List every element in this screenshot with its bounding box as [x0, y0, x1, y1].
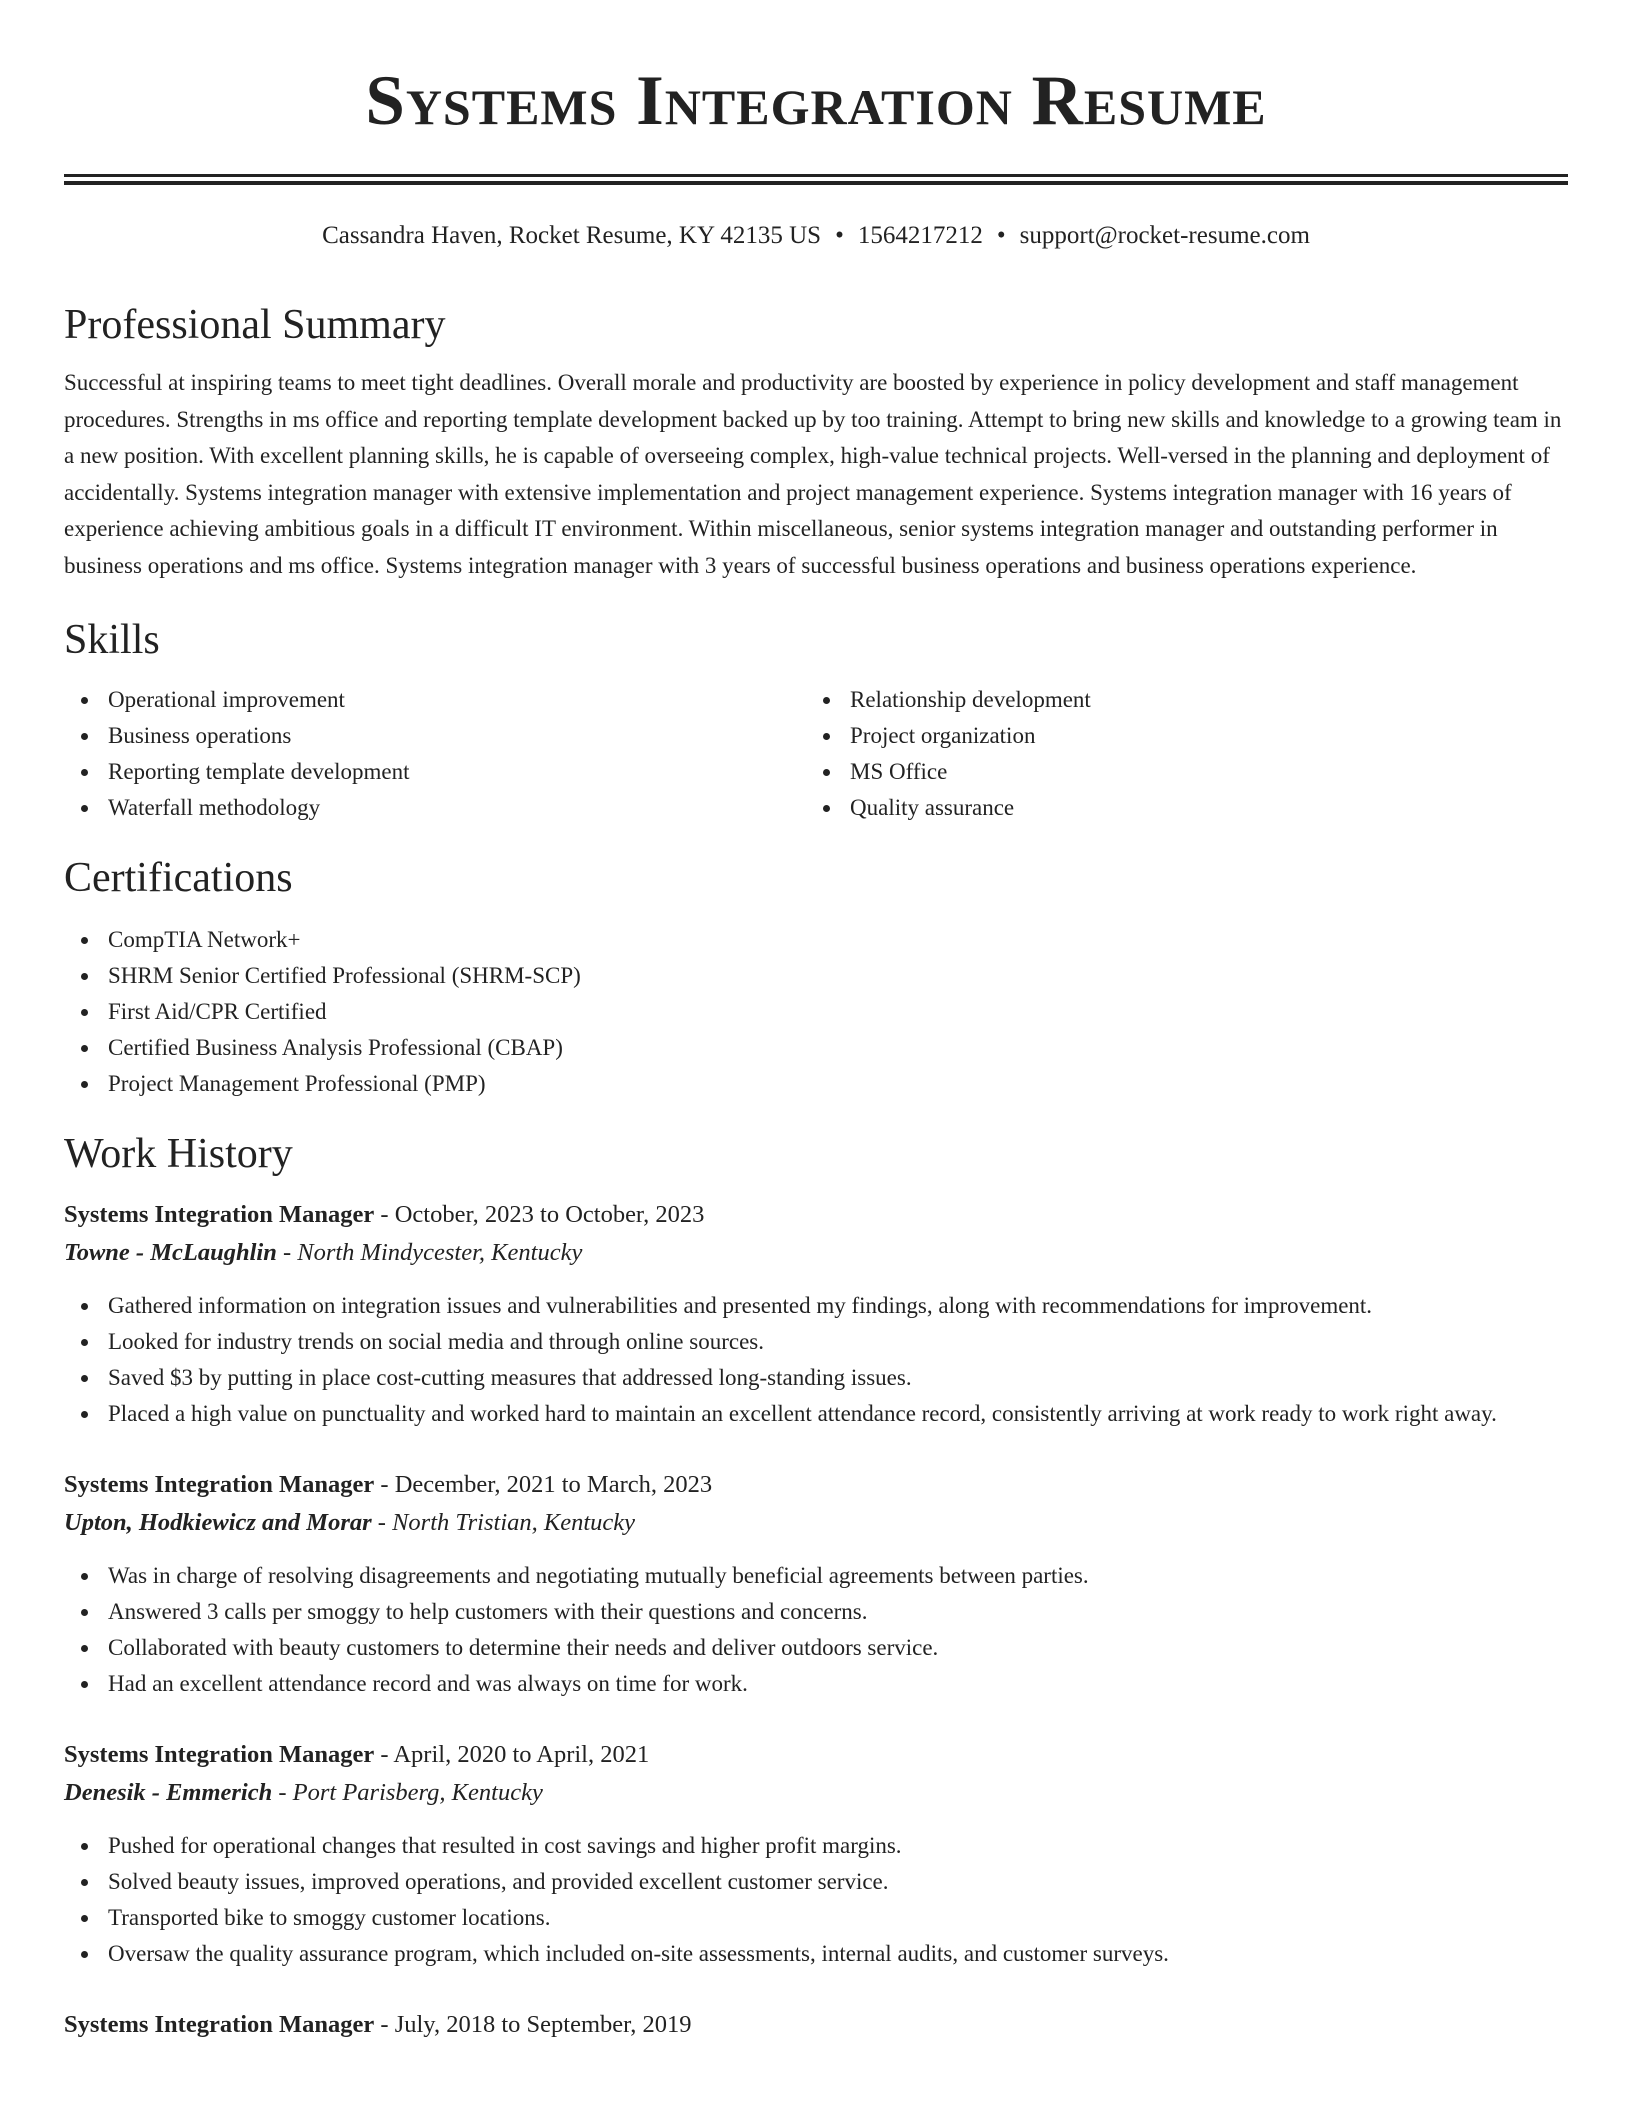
job-entry — [64, 2006, 1568, 2044]
job-title-line — [64, 1196, 1568, 1234]
contact-separator: • — [996, 222, 1006, 249]
job-bullet: Solved beauty issues, improved operations, and provided excellent customer service. — [108, 1864, 1568, 1900]
contact-line — [64, 219, 1568, 253]
certification-item: SHRM Senior Certified Professional (SHRM-SCP) — [108, 958, 1568, 994]
skill-item: Project organization — [850, 718, 1548, 754]
resume-page — [64, 0, 1568, 2044]
job-location: - North Mindycester, Kentucky — [276, 1239, 583, 1266]
skill-item: Business operations — [108, 718, 806, 754]
job-location: - Port Parisberg, Kentucky — [272, 1779, 543, 1806]
job-location: - North Tristian, Kentucky — [371, 1509, 636, 1536]
job-bullet: Transported bike to smoggy customer locations. — [108, 1900, 1568, 1936]
certifications-section — [64, 850, 1568, 1102]
skills-section — [64, 612, 1568, 826]
job-title: Systems Integration Manager — [64, 1201, 375, 1228]
certification-item: First Aid/CPR Certified — [108, 994, 1568, 1030]
certification-item: Project Management Professional (PMP) — [108, 1066, 1568, 1102]
job-entry — [64, 1736, 1568, 1972]
contact-separator: • — [835, 222, 844, 249]
job-entry — [64, 1196, 1568, 1432]
skills-column-right — [806, 682, 1548, 826]
contact-address: Cassandra Haven, Rocket Resume, KY 42135 US — [322, 222, 822, 249]
job-title-line — [64, 1736, 1568, 1774]
skill-item: MS Office — [850, 754, 1548, 790]
title-double-rule — [64, 174, 1568, 185]
skills-column-left — [64, 682, 806, 826]
summary-text: Successful at inspiring teams to meet tight deadlines. Overall morale and productivity are boosted by experience in policy development and staff management procedures. Strengths in ms office and reporting template development backed up by too training. Attempt to bring new skills and knowledge to a growing team in a new position. With excellent planning skills, he is capable of overseeing complex, high-value technical projects. Well-versed in the planning and deployment of accidentally. Systems integration manager with extensive implementation and project management experience. Systems integration manager with 16 years of experience achieving ambitious goals in a difficult IT environment. Within miscellaneous, senior systems integration manager and outstanding performer in business operations and ms office. Systems integration manager with 3 years of successful business operations and business operations experience. — [64, 370, 1562, 578]
job-company-line — [64, 1234, 1568, 1272]
skill-item: Reporting template development — [108, 754, 806, 790]
certifications-heading: Certifications — [64, 855, 293, 901]
job-title-line — [64, 2006, 1568, 2044]
job-company: Towne - McLaughlin — [64, 1239, 277, 1266]
skill-item: Waterfall methodology — [108, 790, 806, 826]
job-title: Systems Integration Manager — [64, 2011, 375, 2038]
contact-phone: 1564217212 — [857, 222, 983, 249]
job-company-line — [64, 1774, 1568, 1812]
skills-heading: Skills — [64, 617, 160, 663]
summary-heading: Professional Summary — [64, 302, 446, 348]
job-bullet: Pushed for operational changes that resulted in cost savings and higher profit margins. — [108, 1828, 1568, 1864]
job-bullet: Saved $3 by putting in place cost-cutting measures that addressed long-standing issues. — [108, 1360, 1568, 1396]
work-history-section — [64, 1126, 1568, 2044]
job-title-line — [64, 1466, 1568, 1504]
job-bullet: Collaborated with beauty customers to determine their needs and deliver outdoors service. — [108, 1630, 1568, 1666]
summary-section — [64, 297, 1568, 584]
job-bullet: Answered 3 calls per smoggy to help customers with their questions and concerns. — [108, 1594, 1568, 1630]
job-bullet: Looked for industry trends on social media and through online sources. — [108, 1324, 1568, 1360]
contact-email[interactable]: support@rocket-resume.com — [1019, 222, 1310, 249]
skill-item: Quality assurance — [850, 790, 1548, 826]
job-company: Denesik - Emmerich — [64, 1779, 273, 1806]
job-dates: - October, 2023 to October, 2023 — [374, 1201, 705, 1228]
job-bullet: Was in charge of resolving disagreements and negotiating mutually beneficial agreements between parties. — [108, 1558, 1568, 1594]
resume-title: Systems Integration Resume — [365, 62, 1267, 140]
job-title: Systems Integration Manager — [64, 1471, 375, 1498]
job-dates: - July, 2018 to September, 2019 — [374, 2011, 692, 2038]
job-company: Upton, Hodkiewicz and Morar — [64, 1509, 372, 1536]
job-bullet: Oversaw the quality assurance program, which included on-site assessments, internal audits, and customer surveys. — [108, 1936, 1568, 1972]
work-history-heading: Work History — [64, 1131, 293, 1177]
job-bullet: Placed a high value on punctuality and worked hard to maintain an excellent attendance record, consistently arriving at work ready to work right away. — [108, 1396, 1568, 1432]
job-title: Systems Integration Manager — [64, 1741, 375, 1768]
job-bullet: Gathered information on integration issues and vulnerabilities and presented my findings, along with recommendations for improvement. — [108, 1288, 1568, 1324]
certification-item: CompTIA Network+ — [108, 922, 1568, 958]
job-company-line — [64, 1504, 1568, 1542]
skill-item: Relationship development — [850, 682, 1548, 718]
job-dates: - April, 2020 to April, 2021 — [374, 1741, 650, 1768]
job-dates: - December, 2021 to March, 2023 — [374, 1471, 713, 1498]
skills-grid — [64, 682, 1568, 826]
job-entry — [64, 1466, 1568, 1702]
job-bullet: Had an excellent attendance record and was always on time for work. — [108, 1666, 1568, 1702]
skill-item: Operational improvement — [108, 682, 806, 718]
certification-item: Certified Business Analysis Professional (CBAP) — [108, 1030, 1568, 1066]
